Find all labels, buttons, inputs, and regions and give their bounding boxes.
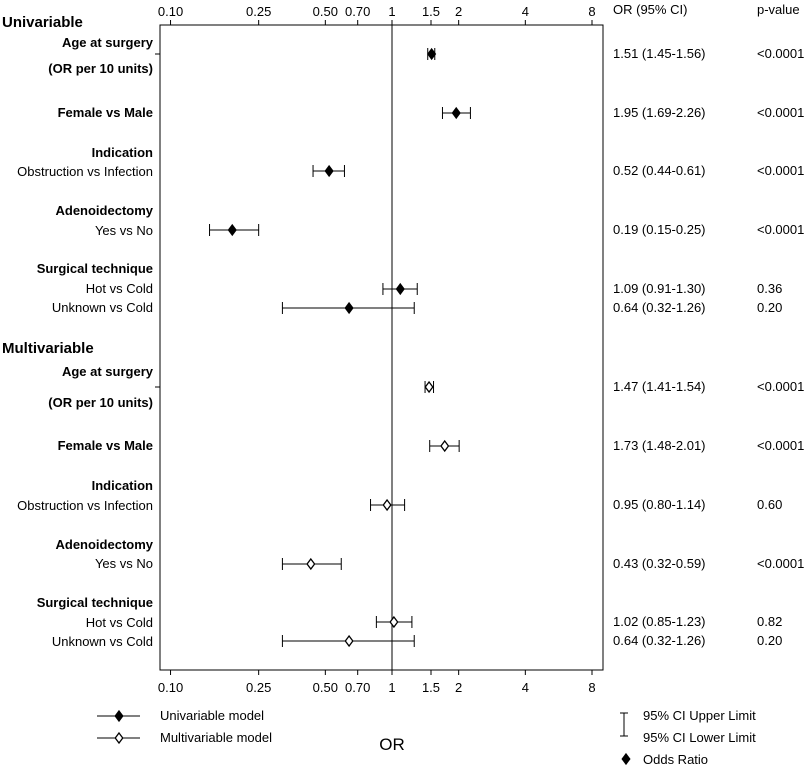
or-ci-value: 1.95 (1.69-2.26) (613, 105, 706, 120)
x-tick-label-bottom: 0.50 (312, 680, 338, 695)
legend (97, 708, 756, 767)
row-label: Unknown vs Cold (51, 300, 153, 315)
row-label: Hot vs Cold (85, 281, 153, 296)
or-ci-value: 0.64 (0.32-1.26) (613, 300, 706, 315)
plot-frame (160, 25, 603, 670)
p-value: <0.0001 (757, 556, 805, 571)
or-ci-value: 1.51 (1.45-1.56) (613, 46, 706, 61)
or-ci-value: 0.95 (0.80-1.14) (613, 497, 706, 512)
odds-ratio-marker-open (383, 500, 391, 510)
x-tick-label-top: 0.10 (157, 4, 184, 19)
or-ci-value: 1.47 (1.41-1.54) (613, 379, 706, 394)
x-tick-label-bottom: 0.70 (345, 680, 371, 695)
x-axis-label: OR (379, 735, 405, 754)
or-ci-value: 0.64 (0.32-1.26) (613, 633, 706, 648)
x-tick-label-bottom: 1.5 (421, 680, 441, 695)
odds-ratio-marker-filled (452, 108, 460, 118)
forest-row (48, 364, 804, 410)
row-label: Obstruction vs Infection (17, 164, 153, 179)
or-ci-value: 0.43 (0.32-0.59) (613, 556, 706, 571)
odds-ratio-marker-filled (229, 225, 237, 235)
x-tick-label-top: 1 (388, 4, 396, 19)
row-label: (OR per 10 units) (48, 395, 153, 410)
x-tick-label-top: 0.25 (246, 4, 272, 19)
x-tick-label-bottom: 2 (455, 680, 463, 695)
odds-ratio-marker-open (345, 636, 353, 646)
row-label: (OR per 10 units) (48, 61, 153, 76)
odds-ratio-marker-open (390, 617, 398, 627)
legend-label-univariable: Univariable model (160, 708, 265, 723)
forest-row (55, 537, 804, 571)
p-value: <0.0001 (757, 46, 805, 61)
group-heading: Indication (91, 478, 153, 493)
odds-ratio-marker-filled (428, 49, 436, 59)
x-tick-label-top: 2 (455, 4, 463, 19)
forest-row (17, 145, 804, 179)
p-value: 0.60 (757, 497, 783, 512)
row-label: Age at surgery (61, 364, 153, 379)
x-tick-label-bottom: 4 (521, 680, 529, 695)
p-value: <0.0001 (757, 105, 805, 120)
x-axis-top (158, 4, 596, 25)
section-title: Univariable (2, 14, 83, 31)
row-label: Yes vs No (94, 223, 153, 238)
section-title: Multivariable (2, 340, 94, 357)
legend-label-ci-upper: 95% CI Upper Limit (643, 708, 756, 723)
odds-ratio-marker-open (307, 559, 315, 569)
row-label: Yes vs No (94, 556, 153, 571)
x-tick-label-top: 8 (588, 4, 596, 19)
p-value: <0.0001 (757, 163, 805, 178)
legend-marker-multivariable (115, 733, 123, 743)
or-ci-value: 1.73 (1.48-2.01) (613, 438, 706, 453)
forest-row (55, 203, 804, 238)
odds-ratio-marker-open (441, 441, 449, 451)
row-label: Obstruction vs Infection (17, 498, 153, 513)
legend-label-multivariable: Multivariable model (160, 730, 272, 745)
odds-ratio-marker-filled (325, 166, 333, 176)
forest-row (52, 633, 782, 649)
forest-row (37, 595, 783, 630)
group-heading: Adenoidectomy (55, 537, 153, 552)
x-tick-label-bottom: 1 (388, 680, 396, 695)
or-ci-value: 1.09 (0.91-1.30) (613, 281, 706, 296)
row-label: Hot vs Cold (85, 615, 153, 630)
forest-row (52, 300, 782, 315)
p-value: <0.0001 (757, 438, 805, 453)
forest-row (58, 438, 805, 453)
x-tick-label-top: 4 (521, 4, 529, 19)
legend-label-odds-ratio: Odds Ratio (643, 752, 709, 767)
x-tick-label-top: 1.5 (421, 4, 441, 19)
forest-rows (2, 14, 804, 649)
plot-border (160, 25, 603, 670)
group-heading: Indication (91, 145, 153, 160)
x-axis-bottom (158, 670, 596, 695)
p-value-column-header: p-value (757, 2, 800, 17)
x-tick-label-top: 0.70 (345, 4, 371, 19)
odds-ratio-marker-filled (397, 284, 405, 294)
odds-ratio-marker-open (425, 382, 433, 392)
or-ci-value: 1.02 (0.85-1.23) (613, 614, 706, 629)
or-column-header: OR (95% CI) (613, 2, 688, 17)
p-value: 0.20 (757, 300, 783, 315)
row-label: Unknown vs Cold (51, 634, 153, 649)
row-label: Age at surgery (61, 35, 153, 50)
group-heading: Adenoidectomy (55, 203, 153, 218)
or-ci-value: 0.19 (0.15-0.25) (613, 222, 706, 237)
forest-row (58, 105, 805, 120)
p-value: <0.0001 (757, 379, 805, 394)
odds-ratio-marker-filled (345, 303, 353, 313)
group-heading: Surgical technique (36, 595, 153, 610)
x-tick-label-bottom: 0.25 (246, 680, 272, 695)
p-value: 0.36 (757, 281, 783, 296)
forest-row (17, 478, 782, 513)
or-ci-value: 0.52 (0.44-0.61) (613, 163, 706, 178)
row-label: Female vs Male (57, 438, 153, 453)
forest-row (48, 35, 804, 76)
x-tick-label-bottom: 8 (588, 680, 596, 695)
p-value: 0.20 (757, 633, 783, 648)
forest-row (37, 261, 783, 296)
x-tick-label-bottom: 0.10 (157, 680, 184, 695)
legend-label-ci-lower: 95% CI Lower Limit (643, 730, 756, 745)
legend-marker-odds-ratio (622, 754, 630, 764)
p-value: 0.82 (757, 614, 783, 629)
p-value: <0.0001 (757, 222, 805, 237)
legend-marker-univariable (115, 711, 123, 721)
group-heading: Surgical technique (36, 261, 153, 276)
row-label: Female vs Male (57, 105, 153, 120)
x-tick-label-top: 0.50 (312, 4, 338, 19)
